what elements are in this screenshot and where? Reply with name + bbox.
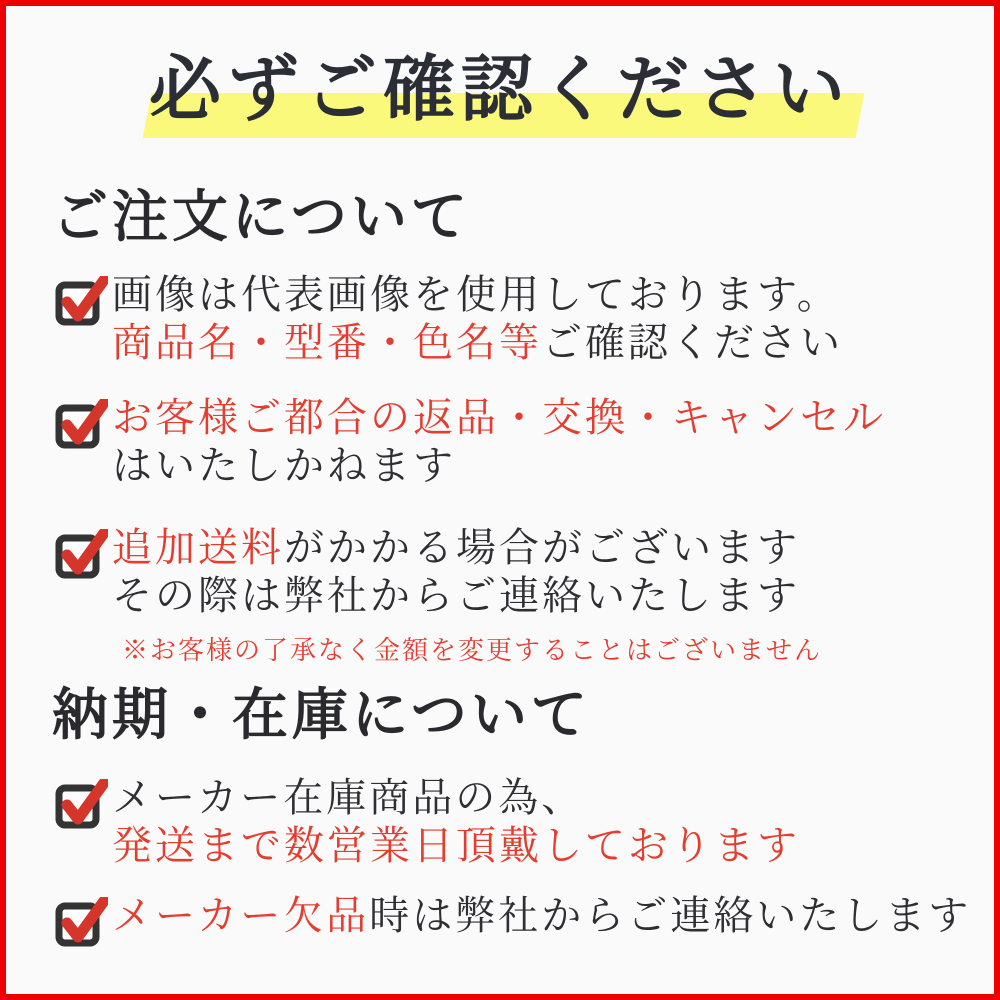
checked-checkbox-icon	[54, 897, 108, 947]
page-title: 必ずご確認ください	[148, 46, 851, 131]
checklist-item-maker-out-of-stock	[54, 892, 971, 947]
text-segment-emphasis: お客様ご都合の返品・交換・キャンセル	[112, 395, 886, 441]
text-segment-emphasis: 追加送料	[112, 525, 284, 571]
item-text	[112, 774, 800, 870]
section-heading-orders: ご注文について	[52, 184, 471, 250]
checklist-item-extra-shipping	[54, 524, 822, 666]
checked-checkbox-icon	[54, 529, 108, 579]
text-segment: メーカー在庫商品の為、	[112, 775, 585, 821]
checked-checkbox-icon	[54, 779, 108, 829]
item-text	[112, 892, 971, 940]
text-segment: その際は弊社からご連絡いたします	[112, 573, 800, 619]
checklist-item-maker-stock	[54, 774, 800, 870]
item-line	[112, 319, 843, 367]
text-segment-emphasis: 発送まで数営業日頂戴しております	[112, 823, 800, 869]
text-segment-emphasis: メーカー欠品	[112, 893, 370, 939]
checked-checkbox-icon	[54, 276, 108, 326]
text-segment: 画像は代表画像を使用しております。	[112, 272, 840, 318]
item-text	[112, 271, 843, 367]
item-line	[112, 271, 843, 319]
item-line	[112, 524, 822, 572]
item-line	[112, 394, 886, 442]
item-text	[112, 394, 886, 490]
checked-checkbox-icon	[54, 399, 108, 449]
item-line	[112, 774, 800, 822]
item-line	[112, 822, 800, 870]
item-text	[112, 524, 822, 666]
item-line	[112, 572, 822, 620]
section-heading-delivery-stock: 納期・在庫について	[52, 682, 591, 748]
item-line	[112, 442, 886, 490]
text-segment: 時は弊社からご連絡いたします	[369, 893, 972, 939]
item-line	[112, 892, 971, 940]
text-segment: ご確認ください	[542, 320, 843, 366]
text-segment-emphasis: 商品名・型番・色名等	[112, 320, 542, 366]
checklist-item-representative-image	[54, 271, 843, 367]
text-segment: がかかる場合がございます	[284, 525, 800, 571]
text-segment: はいたしかねます	[112, 443, 456, 489]
checklist-item-no-returns	[54, 394, 886, 490]
price-change-disclaimer: ※お客様の了承なく金額を変更することはございません	[122, 636, 823, 666]
